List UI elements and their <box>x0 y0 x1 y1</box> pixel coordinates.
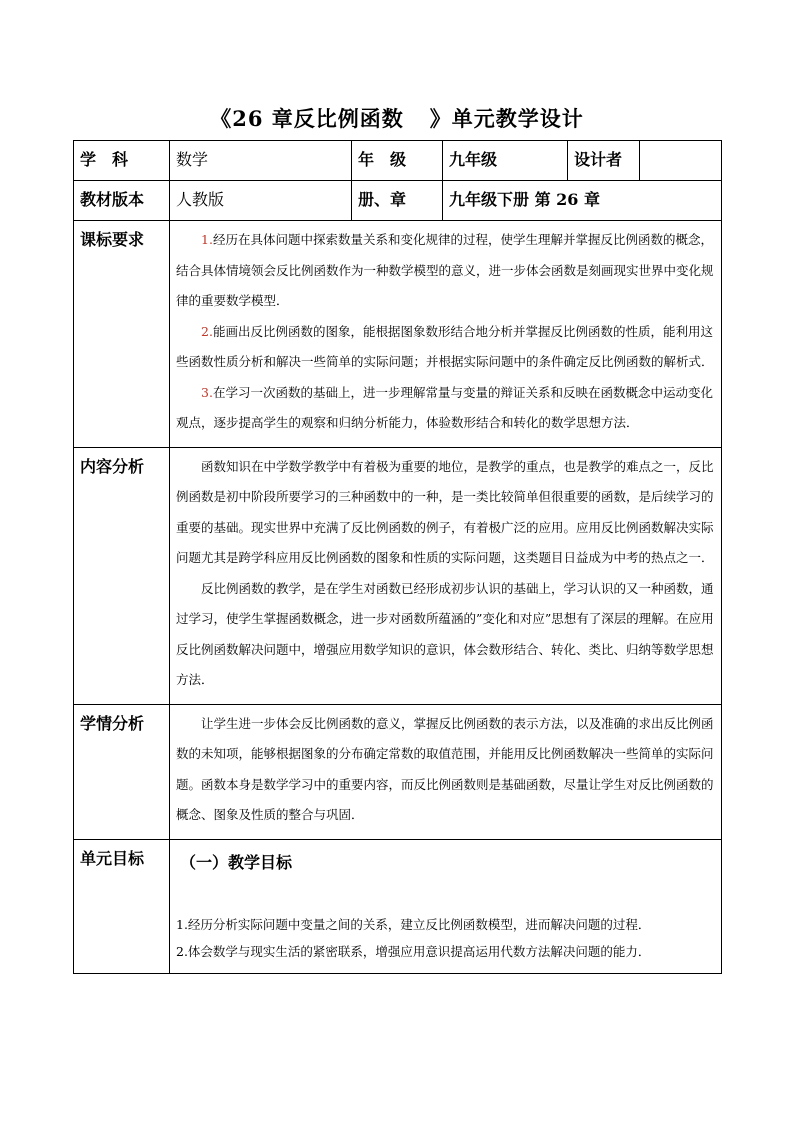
grade-label: 年 级 <box>352 141 443 181</box>
content-row <box>74 447 722 704</box>
item-number: 3. <box>201 384 213 400</box>
curriculum-item <box>176 225 715 317</box>
curriculum-item <box>176 378 715 439</box>
design-table <box>73 140 722 974</box>
subject-value: 数学 <box>170 141 352 181</box>
content-paragraph: 函数知识在中学数学教学中有着极为重要的地位，是教学的重点，也是教学的难点之一，反比例函数是初中阶段所要学习的三种函数中的一种，是一类比较简单但很重要的函数，是后续学习的重要的基础。现实世界中充满了反比例函数的例子，有着极广泛的应用。应用反比例函数解决实际问题尤其是跨学科应用反比例函数的图象和性质的实际问题，这类题目日益成为中考的热点之一． <box>176 458 714 565</box>
curriculum-content <box>170 221 722 448</box>
item-number: 2. <box>201 323 213 339</box>
content-analysis <box>170 447 722 704</box>
volume-value: 九年级下册 第 26 章 <box>443 181 722 221</box>
header-row-2 <box>74 181 722 221</box>
item-text: 能画出反比例函数的图象，能根据图象数形结合地分析并掌握反比例函数的性质，能利用这些函数性质分析和解决一些简单的实际问题；并根据实际问题中的条件确定反比例函数的解析式． <box>176 323 714 369</box>
learner-row <box>74 704 722 839</box>
curriculum-item <box>176 317 715 378</box>
goal-item: 2.体会数学与现实生活的紧密联系，增强应用意识提高运用代数方法解决问题的能力． <box>176 943 651 959</box>
content-paragraph: 反比例函数的教学，是在学生对函数已经形成初步认识的基础上，学习认识的又一种函数，通过学习，使学生掌握函数概念，进一步对函数所蕴涵的”变化和对应”思想有了深层的理解。在应用反比例函数解决问题中，增强应用数学知识的意识，体会数形结合、转化、类比、归纳等数学思想方法． <box>176 580 714 687</box>
designer-label: 设计者 <box>568 141 640 181</box>
goals-label: 单元目标 <box>74 839 170 973</box>
title-close: 》单元教学设计 <box>429 106 584 131</box>
edition-label: 教材版本 <box>74 181 170 221</box>
goals-row <box>74 839 722 973</box>
header-row-1 <box>74 141 722 181</box>
goals-content <box>170 839 722 973</box>
curriculum-label: 课标要求 <box>74 221 170 448</box>
learner-analysis <box>170 704 722 839</box>
curriculum-row <box>74 221 722 448</box>
content-label: 内容分析 <box>74 447 170 704</box>
goal-item: 1.经历分析实际问题中变量之间的关系，建立反比例函数模型，进而解决问题的过程． <box>176 916 651 932</box>
subject-label: 学 科 <box>74 141 170 181</box>
goals-heading: （一）教学目标 <box>180 852 293 872</box>
item-text: 在学习一次函数的基础上，进一步理解常量与变量的辩证关系和反映在函数概念中运动变化观点，逐步提高学生的观察和归纳分析能力，体验数形结合和转化的数学思想方法． <box>176 384 713 430</box>
edition-value: 人教版 <box>170 181 352 221</box>
item-text: 经历在具体问题中探索数量关系和变化规律的过程，使学生理解并掌握反比例函数的概念，结合具体情境领会反比例函数作为一种数学模型的意义，进一步体会函数是刻画现实世界中变化规律的重要数学模型． <box>176 232 714 308</box>
volume-label: 册、章 <box>352 181 443 221</box>
item-number: 1. <box>201 232 213 247</box>
title-open: 《26 章反比例函数 <box>210 106 404 131</box>
goals-list <box>176 911 715 965</box>
learner-label: 学情分析 <box>74 704 170 839</box>
learner-paragraph: 让学生进一步体会反比例函数的意义，掌握反比例函数的表示方法，以及准确的求出反比例函数的未知项，能够根据图象的分布确定常数的取值范围，并能用反比例函数解决一些简单的实际问题。函数本身是数学学习中的重要内容，而反比例函数则是基础函数，尽量让学生对反比例函数的概念、图象及性质的整合与巩固． <box>176 715 714 822</box>
designer-value <box>640 141 722 181</box>
page-title <box>0 103 794 133</box>
grade-value: 九年级 <box>443 141 568 181</box>
